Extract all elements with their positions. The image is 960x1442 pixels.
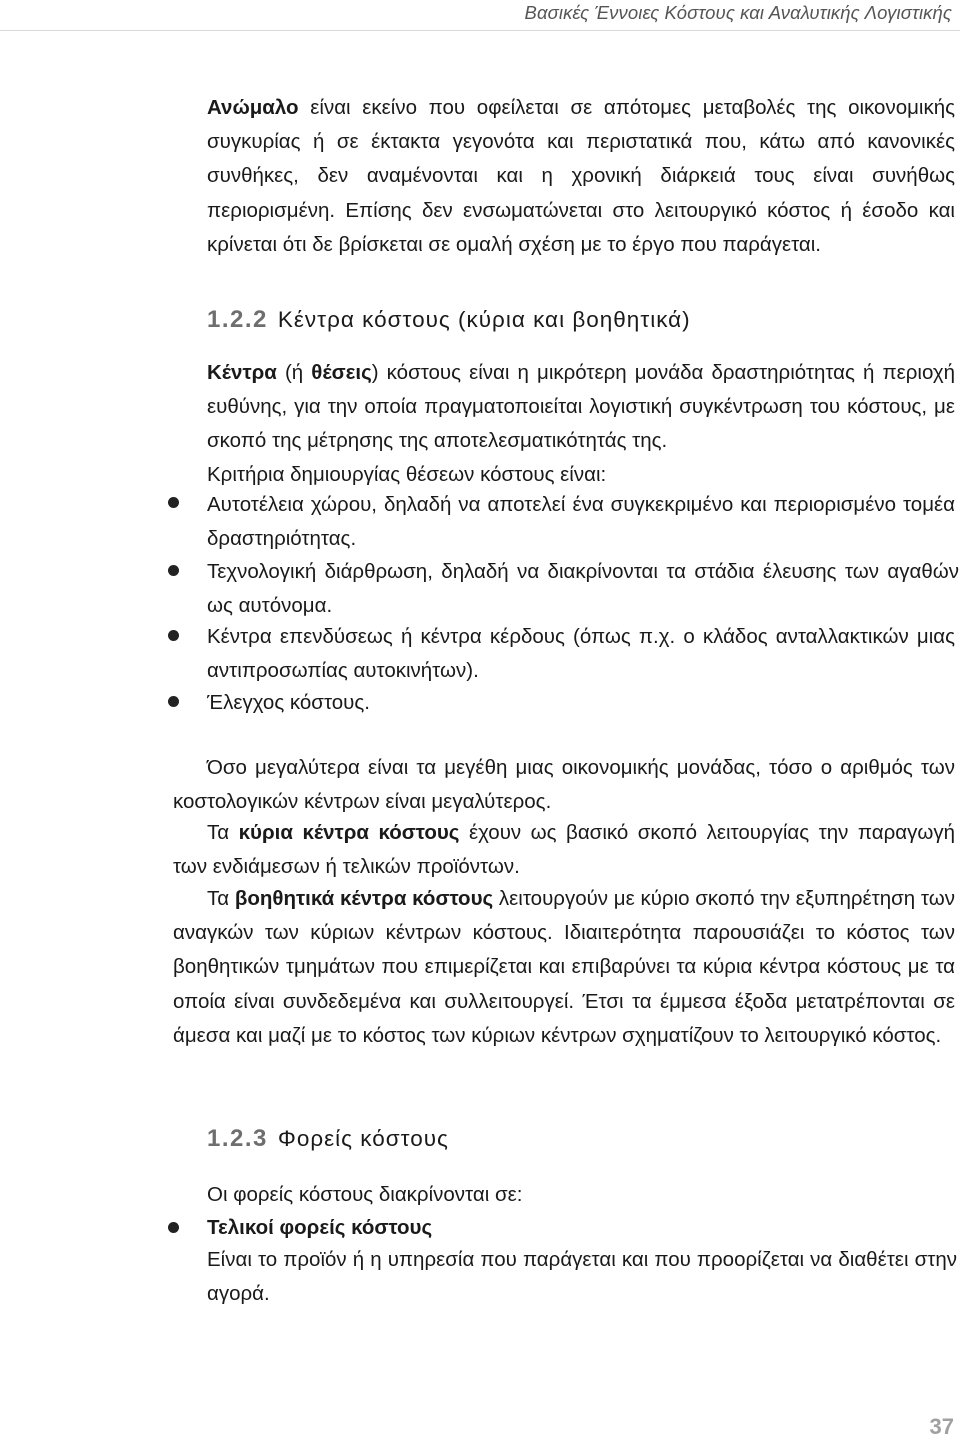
criteria-item: Τεχνολογική διάρθρωση, δηλαδή να διακρίνονται τα στάδια έλευσης των αγαθών ως αυτόνομα. <box>207 560 959 618</box>
bullet-icon <box>168 565 179 576</box>
kentra-text: ) κόστους είναι η μικρότερη μονάδα δραστηριότητας ή περιοχή ευθύνης, για την οποία πραγματοποιείται λογιστική συγκέντρωση του κόστους, με σκοπό της μέτρησης της αποτελεσματικότητάς της. <box>207 361 955 453</box>
voithitika-pre: Τα <box>207 887 235 910</box>
foreis-item-title-text: Τελικοί φορείς κόστους <box>207 1216 433 1239</box>
bullet-icon <box>168 696 179 707</box>
bullet-icon <box>168 1222 179 1233</box>
kyria-text: έχουν ως βασικό σκοπό λειτουργίας την παραγωγή των ενδιάμεσων ή τελικών προϊόντων. <box>173 821 955 879</box>
section-heading-1-2-3 <box>207 1125 449 1153</box>
foreis-item-title <box>207 1211 955 1245</box>
voithitika-term: βοηθητικά κέντρα κόστους <box>234 887 494 910</box>
kentra-term: Κέντρα <box>207 361 277 384</box>
voithitika-paragraph <box>173 882 955 1053</box>
theseis-term: θέσεις <box>311 361 372 384</box>
section-number: 1.2.3 <box>207 1125 268 1152</box>
section-heading-1-2-2 <box>207 306 691 334</box>
criteria-item: Αυτοτέλεια χώρου, δηλαδή να αποτελεί ένα συγκεκριμένο και περιορισμένο τομέα δραστηριότητας. <box>207 493 955 551</box>
criteria-item: Έλεγχος κόστους. <box>207 691 370 714</box>
kyria-pre: Τα <box>207 821 239 844</box>
anomalo-term: Ανώμαλο <box>207 96 299 119</box>
section-title: Κέντρα κόστους (κύρια και βοηθητικά) <box>277 307 691 332</box>
voithitika-text: λειτουργούν με κύριο σκοπό την εξυπηρέτηση των αναγκών των κύριων κέντρων κόστους. <box>173 887 955 945</box>
foreis-item-text: Είναι το προϊόν ή η υπηρεσία που παράγεται και που προορίζεται να διαθέτει στην αγορά. <box>207 1248 957 1306</box>
kyria-term: κύρια κέντρα κόστους <box>238 821 460 844</box>
criteria-item: Κέντρα επενδύσεως ή κέντρα κέρδους (όπως π.χ. ο κλάδος ανταλλακτικών μιας αντιπροσωπίας αυτοκινήτων). <box>207 625 955 683</box>
criteria-intro: Κριτήρια δημιουργίας θέσεων κόστους είναι: <box>207 463 607 486</box>
kentra-paren: (ή <box>276 361 312 384</box>
bullet-icon <box>168 497 179 508</box>
size-paragraph: Όσο μεγαλύτερα είναι τα μεγέθη μιας οικονομικής μονάδας, τόσο ο αριθμός των κοστολογικών κέντρων είναι μεγαλύτερος. <box>173 756 955 814</box>
kentra-definition <box>207 356 955 459</box>
anomalo-paragraph <box>207 91 955 262</box>
voithitika-text-2: Ιδιαιτερότητα παρουσιάζει το κόστος των βοηθητικών τμημάτων που επιμερίζεται και επιβαρύνει τα κύρια κέντρα κόστους με τα οποία είναι συνδεδεμένα και συλλειτουργεί. Έτσι τα έμμεσα έξοδα μετατρέπονται σε άμεσα και μαζί με το κόστος των κύριων κέντρων σχηματίζουν το λειτουργικό κόστος. <box>173 921 955 1047</box>
foreis-intro: Οι φορείς κόστους διακρίνονται σε: <box>207 1183 523 1206</box>
page-number: 37 <box>929 1414 954 1439</box>
anomalo-text: είναι εκείνο που οφείλεται σε απότομες μεταβολές της οικονομικής συγκυρίας ή σε έκτακτα γεγονότα και περιστατικά που, κάτω από κανονικές συνθήκες, δεν αναμένονται και η χρονική διάρκειά τους είναι συνήθως περιορισμένη. Επίσης δεν ενσωματώνεται στο λειτουργικό κόστος ή έσοδο και κρίνεται ότι δε βρίσκεται σε ομαλή σχέση με το έργο που παράγεται. <box>207 96 955 256</box>
section-number: 1.2.2 <box>207 306 268 333</box>
section-title: Φορείς κόστους <box>277 1126 449 1151</box>
running-header: Βασικές Έννοιες Κόστους και Αναλυτικής Λογιστικής <box>524 2 952 23</box>
header-divider <box>0 30 960 31</box>
bullet-icon <box>168 630 179 641</box>
kyria-paragraph <box>173 816 955 884</box>
